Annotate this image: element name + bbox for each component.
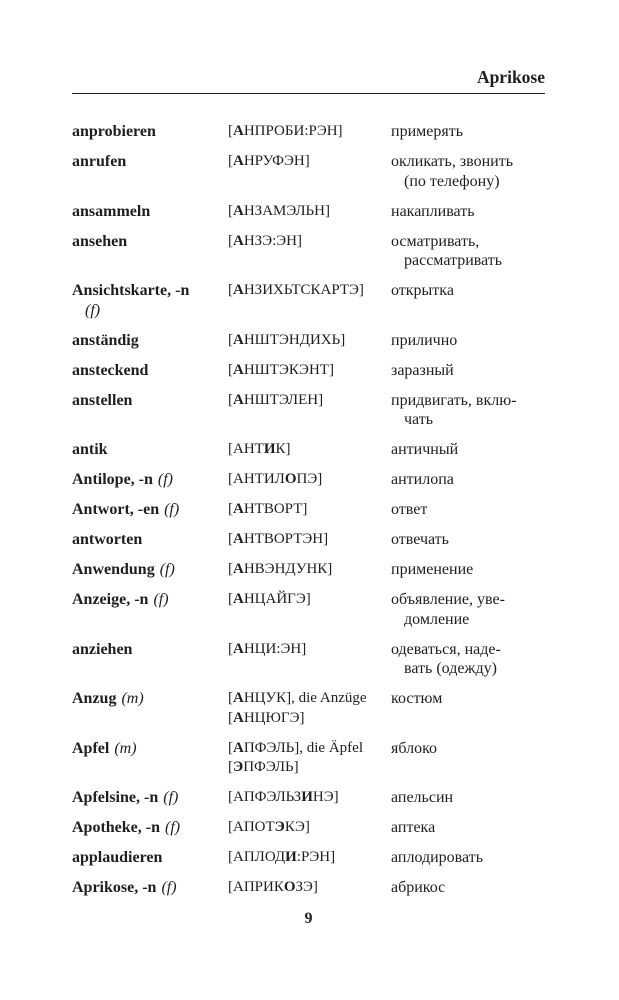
stressed-letter: А: [233, 232, 244, 249]
german-word-cell: [72, 848, 228, 868]
transcription-cell: [228, 530, 391, 550]
german-word: Ansichtskarte, -n: [72, 282, 190, 299]
translation-line: отвечать: [391, 531, 449, 548]
transcription-line: [АНЦАЙГЭ]: [228, 591, 311, 607]
german-word: ansteckend: [72, 361, 149, 379]
dictionary-entry: [72, 440, 545, 460]
transcription-line: [АНПРОБИ:РЭН]: [228, 123, 343, 139]
transcription-line: [АНРУФЭН]: [228, 153, 310, 169]
dictionary-entry: [72, 848, 545, 868]
dictionary-entry: [72, 530, 545, 550]
translation-cell: [391, 530, 545, 550]
german-word-cell: [72, 788, 228, 808]
german-word: Anwendung: [72, 561, 155, 578]
transcription-line: [АНЗИХЬТСКАРТЭ]: [228, 282, 364, 298]
dictionary-entry: [72, 739, 545, 778]
transcription-line: [АНВЭНДУНК]: [228, 561, 333, 577]
translation-cell: [391, 202, 545, 222]
translation-cell: [391, 818, 545, 838]
gender-marker: (f): [157, 471, 174, 488]
transcription-line: [АНЦИ:ЭН]: [228, 640, 307, 657]
translation-line: домление: [404, 610, 470, 628]
german-word: Anzeige, -n: [72, 591, 149, 608]
gender-marker: (f): [164, 501, 180, 518]
german-word: Apotheke, -n: [72, 819, 161, 836]
translation-cell: [391, 470, 545, 490]
german-word: anständig: [72, 331, 139, 349]
dictionary-entry: [72, 878, 545, 898]
transcription-line: [АНТВОРТ]: [228, 501, 308, 517]
transcription-cell: [228, 361, 391, 381]
transcription-cell: [228, 232, 391, 252]
transcription-cell: [228, 470, 391, 490]
translation-line: вать (одежду): [404, 660, 497, 677]
translation-line: придвигать, вклю-: [391, 391, 517, 409]
translation-cell: [391, 590, 545, 629]
transcription-line: [АНШТЭКЭНТ]: [228, 361, 334, 378]
transcription-cell: [228, 122, 391, 142]
transcription-line: [ЭПФЭЛЬ]: [228, 759, 299, 775]
transcription-line: [АНТВОРТЭН]: [228, 531, 329, 547]
transcription-cell: [228, 689, 391, 728]
gender-marker: (m): [114, 739, 137, 757]
transcription-cell: [228, 848, 391, 868]
german-word-cell: [72, 152, 228, 172]
stressed-letter: А: [233, 591, 244, 607]
transcription-line: [АНТИК]: [228, 441, 291, 457]
german-word-cell: [72, 560, 228, 580]
gender-marker: (f): [163, 789, 179, 806]
transcription-cell: [228, 391, 391, 411]
dictionary-entry: [72, 202, 545, 222]
german-word: anrufen: [72, 153, 127, 170]
translation-line: объявление, уве-: [391, 591, 505, 608]
translation-line: осматривать,: [391, 232, 480, 250]
stressed-letter: А: [233, 739, 244, 756]
transcription-line: [АНТИЛОПЭ]: [228, 471, 323, 487]
dictionary-entry: [72, 500, 545, 520]
transcription-line: [АПЛОДИ:РЭН]: [228, 849, 336, 865]
running-head: Aprikose: [72, 66, 545, 94]
german-word-cell: [72, 470, 228, 490]
translation-cell: [391, 878, 545, 898]
gender-marker: (f): [161, 879, 177, 896]
stressed-letter: А: [233, 361, 244, 378]
translation-cell: [391, 689, 545, 709]
stressed-letter: А: [233, 153, 244, 169]
translation-cell: [391, 500, 545, 520]
translation-cell: [391, 361, 545, 381]
german-word: Apfel: [72, 739, 110, 757]
gender-marker: (f): [153, 591, 169, 608]
dictionary-entry: [72, 470, 545, 490]
stressed-letter: И: [285, 849, 297, 865]
german-word-cell: [72, 281, 228, 320]
page-number: 9: [304, 910, 313, 927]
german-word: Antwort, -en: [72, 501, 160, 518]
german-word-cell: [72, 640, 228, 660]
translation-line: заразный: [391, 361, 454, 379]
dictionary-entry: [72, 281, 545, 320]
german-word-cell: [72, 739, 228, 759]
translation-cell: [391, 281, 545, 301]
german-word-cell: [72, 530, 228, 550]
transcription-line: [АПФЭЛЬ], die Äpfel: [228, 739, 363, 756]
stressed-letter: А: [233, 391, 244, 408]
translation-line: открытка: [391, 282, 454, 299]
transcription-cell: [228, 739, 391, 778]
german-word: Aprikose, -n: [72, 879, 157, 896]
entries-list: [72, 122, 545, 898]
stressed-letter: А: [233, 640, 244, 657]
translation-line: абрикос: [391, 879, 446, 896]
stressed-letter: О: [284, 471, 297, 487]
german-word: anstellen: [72, 391, 133, 409]
translation-cell: [391, 788, 545, 808]
german-word: ansammeln: [72, 202, 151, 220]
transcription-cell: [228, 152, 391, 172]
transcription-cell: [228, 590, 391, 610]
stressed-letter: А: [233, 282, 244, 298]
german-word-cell: [72, 232, 228, 252]
german-word: Anzug: [72, 690, 117, 707]
german-word: anziehen: [72, 640, 133, 658]
german-word: antik: [72, 441, 108, 458]
translation-line: чать: [404, 411, 434, 428]
stressed-letter: И: [301, 789, 313, 805]
stressed-letter: А: [233, 123, 244, 139]
translation-line: окликать, звонить: [391, 153, 514, 170]
transcription-cell: [228, 281, 391, 301]
dictionary-entry: [72, 391, 545, 430]
translation-cell: [391, 152, 545, 191]
transcription-line: [АНЗЭ:ЭН]: [228, 232, 302, 249]
transcription-cell: [228, 440, 391, 460]
dictionary-entry: [72, 361, 545, 381]
german-word-cell: [72, 878, 228, 898]
dictionary-entry: [72, 232, 545, 271]
dictionary-entry: [72, 152, 545, 191]
translation-cell: [391, 560, 545, 580]
stressed-letter: А: [233, 501, 244, 517]
stressed-letter: Э: [233, 759, 244, 775]
stressed-letter: О: [283, 879, 296, 895]
dictionary-entry: [72, 590, 545, 629]
dictionary-entry: [72, 560, 545, 580]
translation-cell: [391, 739, 545, 759]
stressed-letter: А: [233, 690, 244, 706]
german-word-cell: [72, 818, 228, 838]
translation-cell: [391, 848, 545, 868]
translation-line: рассматривать: [404, 252, 503, 269]
translation-line: аптека: [391, 819, 436, 836]
stressed-letter: А: [233, 561, 244, 577]
transcription-cell: [228, 818, 391, 838]
gender-marker: (m): [121, 690, 144, 707]
transcription-line: [АПОТЭКЭ]: [228, 819, 310, 835]
stressed-letter: А: [233, 331, 244, 348]
german-word-cell: [72, 440, 228, 460]
translation-cell: [391, 640, 545, 679]
german-word: applaudieren: [72, 849, 163, 866]
transcription-line: [АПФЭЛЬЗИНЭ]: [228, 789, 339, 805]
transcription-cell: [228, 878, 391, 898]
translation-line: прилично: [391, 331, 458, 349]
dictionary-entry: [72, 331, 545, 351]
dictionary-entry: [72, 640, 545, 679]
gender-marker: (f): [159, 561, 175, 578]
dictionary-page: [72, 66, 545, 908]
german-word-cell: [72, 689, 228, 709]
translation-line: применение: [391, 561, 474, 578]
dictionary-entry: [72, 122, 545, 142]
translation-cell: [391, 391, 545, 430]
stressed-letter: И: [263, 441, 276, 457]
translation-line: (по телефону): [404, 172, 500, 190]
dictionary-entry: [72, 818, 545, 838]
transcription-cell: [228, 640, 391, 660]
translation-line: апельсин: [391, 789, 454, 806]
german-word-cell: [72, 500, 228, 520]
translation-cell: [391, 331, 545, 351]
transcription-line: [АНЗАМЭЛЬН]: [228, 202, 330, 219]
transcription-cell: [228, 500, 391, 520]
german-word-cell: [72, 122, 228, 142]
stressed-letter: Э: [274, 819, 285, 835]
german-word-cell: [72, 202, 228, 222]
gender-marker: (f): [85, 301, 101, 319]
german-word: anprobieren: [72, 123, 156, 140]
translation-line: антилопа: [391, 471, 454, 488]
gender-marker: (f): [165, 819, 181, 836]
translation-line: одеваться, наде-: [391, 640, 501, 658]
translation-line: яблоко: [391, 739, 438, 757]
translation-cell: [391, 440, 545, 460]
stressed-letter: А: [233, 709, 244, 726]
german-word: Antilope, -n: [72, 471, 153, 488]
transcription-line: [АНШТЭЛЕН]: [228, 391, 324, 408]
translation-line: костюм: [391, 690, 443, 707]
transcription-line: [АНШТЭНДИХЬ]: [228, 331, 346, 348]
translation-line: ответ: [391, 501, 428, 518]
dictionary-entry: [72, 788, 545, 808]
transcription-cell: [228, 202, 391, 222]
stressed-letter: А: [233, 531, 244, 547]
translation-cell: [391, 232, 545, 271]
transcription-line: [АНЦУК], die Anzüge: [228, 690, 367, 706]
german-word-cell: [72, 590, 228, 610]
german-word: ansehen: [72, 232, 128, 250]
stressed-letter: А: [233, 202, 244, 219]
translation-line: накапливать: [391, 202, 475, 220]
transcription-line: [АПРИКОЗЭ]: [228, 879, 318, 895]
translation-line: аплодировать: [391, 849, 483, 866]
german-word-cell: [72, 361, 228, 381]
transcription-cell: [228, 331, 391, 351]
german-word: Apfelsine, -n: [72, 789, 159, 806]
german-word-cell: [72, 331, 228, 351]
transcription-line: [АНЦЮГЭ]: [228, 709, 305, 726]
transcription-cell: [228, 560, 391, 580]
german-word: antworten: [72, 531, 143, 548]
dictionary-entry: [72, 689, 545, 728]
transcription-cell: [228, 788, 391, 808]
german-word-cell: [72, 391, 228, 411]
translation-line: примерять: [391, 123, 463, 140]
translation-line: античный: [391, 441, 459, 458]
translation-cell: [391, 122, 545, 142]
